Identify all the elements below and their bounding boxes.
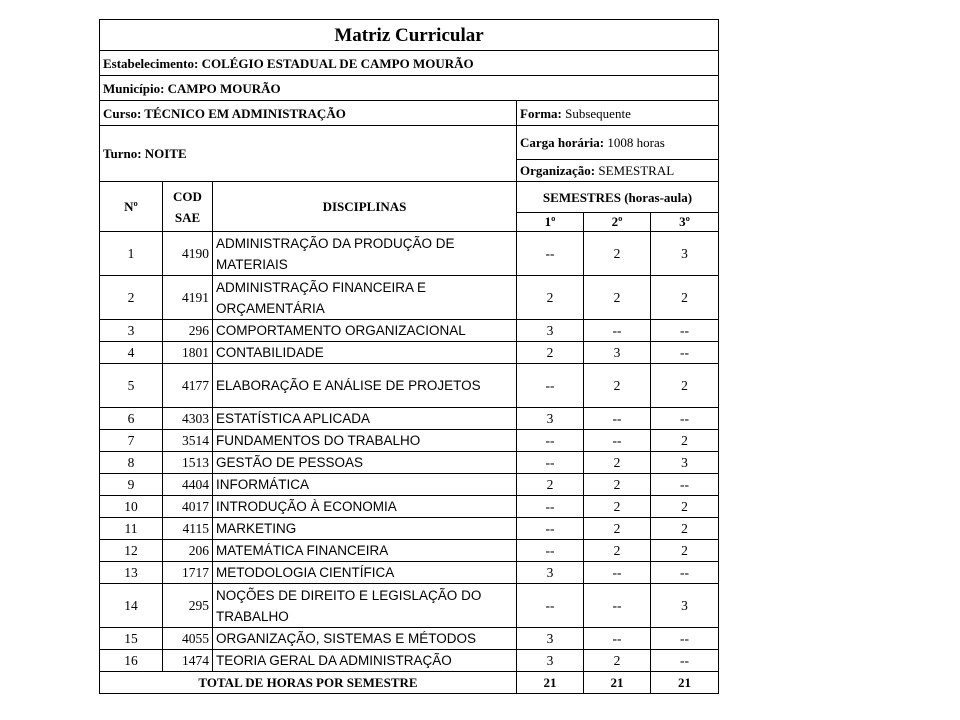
header-cod: COD: [173, 188, 202, 204]
row-semester-1: --: [517, 518, 584, 540]
row-semester-2: 2: [584, 452, 651, 474]
row-semester-1: 3: [517, 628, 584, 650]
row-number: 8: [100, 452, 163, 474]
row-semester-2: --: [584, 584, 651, 628]
turno-cell: [100, 126, 517, 182]
row-semester-2: --: [584, 320, 651, 342]
row-semester-1: 3: [517, 408, 584, 430]
row-discipline: INTRODUÇÃO À ECONOMIA: [213, 496, 517, 518]
row-semester-1: 3: [517, 562, 584, 584]
row-semester-3: 2: [651, 496, 719, 518]
header-semester-1: 1º: [517, 213, 584, 232]
row-semester-2: --: [584, 562, 651, 584]
row-discipline: CONTABILIDADE: [213, 342, 517, 364]
header-disciplinas: DISCIPLINAS: [213, 182, 517, 232]
row-cod-sae: 4017: [163, 496, 213, 518]
estabelecimento-label: Estabelecimento:: [103, 55, 199, 71]
row-semester-1: --: [517, 232, 584, 276]
row-semester-1: --: [517, 540, 584, 562]
row-number: 9: [100, 474, 163, 496]
row-cod-sae: 1513: [163, 452, 213, 474]
organizacao-label: Organização:: [520, 163, 596, 178]
header-cod-sae: [163, 182, 213, 232]
row-number: 3: [100, 320, 163, 342]
row-discipline: ORGANIZAÇÃO, SISTEMAS E MÉTODOS: [213, 628, 517, 650]
row-semester-2: --: [584, 628, 651, 650]
row-semester-3: 2: [651, 276, 719, 320]
carga-value: 1008 horas: [607, 135, 665, 150]
row-semester-3: --: [651, 320, 719, 342]
table-row: [100, 584, 719, 628]
header-semestres: SEMESTRES (horas-aula): [517, 182, 719, 213]
row-discipline: ELABORAÇÃO E ANÁLISE DE PROJETOS: [213, 364, 517, 408]
row-semester-1: --: [517, 430, 584, 452]
table-row: [100, 364, 719, 408]
row-number: 1: [100, 232, 163, 276]
row-number: 4: [100, 342, 163, 364]
row-semester-3: 3: [651, 584, 719, 628]
row-semester-3: 2: [651, 364, 719, 408]
estabelecimento-value: COLÉGIO ESTADUAL DE CAMPO MOURÃO: [201, 55, 474, 71]
forma-label: Forma:: [520, 105, 562, 121]
row-discipline: COMPORTAMENTO ORGANIZACIONAL: [213, 320, 517, 342]
row-cod-sae: 4191: [163, 276, 213, 320]
row-semester-2: 2: [584, 232, 651, 276]
row-semester-2: --: [584, 408, 651, 430]
row-cod-sae: 4055: [163, 628, 213, 650]
header-semester-2: 2º: [584, 213, 651, 232]
forma-value: Subsequente: [565, 105, 631, 121]
municipio-label: Município:: [103, 80, 165, 96]
forma-cell: [517, 101, 719, 126]
header-semester-3: 3º: [651, 213, 719, 232]
table-row: [100, 430, 719, 452]
row-semester-1: --: [517, 364, 584, 408]
row-semester-3: 3: [651, 232, 719, 276]
estabelecimento-row: [100, 51, 719, 76]
row-number: 2: [100, 276, 163, 320]
turno-label: Turno:: [103, 146, 142, 161]
curriculum-matrix-table: [99, 19, 719, 694]
row-number: 11: [100, 518, 163, 540]
page-title: Matriz Curricular: [100, 20, 719, 51]
row-semester-3: 2: [651, 430, 719, 452]
row-semester-3: --: [651, 408, 719, 430]
row-cod-sae: 296: [163, 320, 213, 342]
row-semester-3: 3: [651, 452, 719, 474]
row-semester-1: 3: [517, 320, 584, 342]
curso-cell: [100, 101, 517, 126]
row-semester-3: --: [651, 628, 719, 650]
row-cod-sae: 295: [163, 584, 213, 628]
row-number: 5: [100, 364, 163, 408]
table-row: [100, 540, 719, 562]
row-cod-sae: 3514: [163, 430, 213, 452]
row-cod-sae: 1717: [163, 562, 213, 584]
row-cod-sae: 4303: [163, 408, 213, 430]
header-number: Nº: [100, 182, 163, 232]
row-semester-1: --: [517, 584, 584, 628]
municipio-value: CAMPO MOURÃO: [167, 80, 281, 96]
table-row: [100, 342, 719, 364]
municipio-row: [100, 76, 719, 101]
row-number: 15: [100, 628, 163, 650]
header-sae: SAE: [174, 209, 201, 225]
row-semester-2: 2: [584, 474, 651, 496]
row-semester-2: 2: [584, 276, 651, 320]
table-row: [100, 562, 719, 584]
row-discipline: MATEMÁTICA FINANCEIRA: [213, 540, 517, 562]
table-row: [100, 408, 719, 430]
row-discipline: TEORIA GERAL DA ADMINISTRAÇÃO: [213, 650, 517, 672]
table-row: [100, 276, 719, 320]
table-row: [100, 232, 719, 276]
row-semester-3: --: [651, 650, 719, 672]
row-discipline: METODOLOGIA CIENTÍFICA: [213, 562, 517, 584]
turno-value: NOITE: [144, 146, 187, 161]
row-semester-2: 2: [584, 364, 651, 408]
row-semester-2: 2: [584, 496, 651, 518]
row-semester-1: 3: [517, 650, 584, 672]
row-semester-1: --: [517, 452, 584, 474]
row-number: 7: [100, 430, 163, 452]
row-semester-1: 2: [517, 276, 584, 320]
curso-label: Curso:: [103, 105, 142, 121]
row-discipline: ADMINISTRAÇÃO DA PRODUÇÃO DE MATERIAIS: [213, 232, 517, 276]
organizacao-cell: [517, 160, 719, 182]
row-semester-2: 2: [584, 650, 651, 672]
row-number: 13: [100, 562, 163, 584]
curso-value: TÉCNICO EM ADMINISTRAÇÃO: [144, 105, 346, 121]
table-row: [100, 496, 719, 518]
row-semester-1: 2: [517, 474, 584, 496]
discipline-rows: [100, 232, 719, 672]
row-semester-2: 3: [584, 342, 651, 364]
row-cod-sae: 4404: [163, 474, 213, 496]
total-label: TOTAL DE HORAS POR SEMESTRE: [100, 672, 517, 694]
row-semester-1: 2: [517, 342, 584, 364]
row-number: 12: [100, 540, 163, 562]
row-cod-sae: 1801: [163, 342, 213, 364]
table-row: [100, 628, 719, 650]
row-discipline: INFORMÁTICA: [213, 474, 517, 496]
organizacao-value: SEMESTRAL: [598, 163, 675, 178]
table-row: [100, 320, 719, 342]
row-number: 16: [100, 650, 163, 672]
table-row: [100, 452, 719, 474]
row-discipline: MARKETING: [213, 518, 517, 540]
row-semester-3: --: [651, 474, 719, 496]
row-number: 14: [100, 584, 163, 628]
carga-label: Carga horária:: [520, 135, 605, 150]
row-cod-sae: 4115: [163, 518, 213, 540]
row-cod-sae: 1474: [163, 650, 213, 672]
row-discipline: ADMINISTRAÇÃO FINANCEIRA E ORÇAMENTÁRIA: [213, 276, 517, 320]
table-row: [100, 518, 719, 540]
row-semester-3: 2: [651, 518, 719, 540]
row-semester-3: --: [651, 562, 719, 584]
row-semester-2: 2: [584, 540, 651, 562]
row-discipline: NOÇÕES DE DIREITO E LEGISLAÇÃO DO TRABALHO: [213, 584, 517, 628]
row-semester-2: 2: [584, 518, 651, 540]
row-semester-1: --: [517, 496, 584, 518]
table-row: [100, 650, 719, 672]
total-semester-2: 21: [584, 672, 651, 694]
row-semester-3: --: [651, 342, 719, 364]
row-discipline: GESTÃO DE PESSOAS: [213, 452, 517, 474]
total-semester-3: 21: [651, 672, 719, 694]
row-number: 10: [100, 496, 163, 518]
row-cod-sae: 206: [163, 540, 213, 562]
row-discipline: FUNDAMENTOS DO TRABALHO: [213, 430, 517, 452]
row-cod-sae: 4190: [163, 232, 213, 276]
carga-cell: [517, 126, 719, 160]
row-discipline: ESTATÍSTICA APLICADA: [213, 408, 517, 430]
table-row: [100, 474, 719, 496]
row-semester-3: 2: [651, 540, 719, 562]
total-semester-1: 21: [517, 672, 584, 694]
row-cod-sae: 4177: [163, 364, 213, 408]
row-number: 6: [100, 408, 163, 430]
row-semester-2: --: [584, 430, 651, 452]
